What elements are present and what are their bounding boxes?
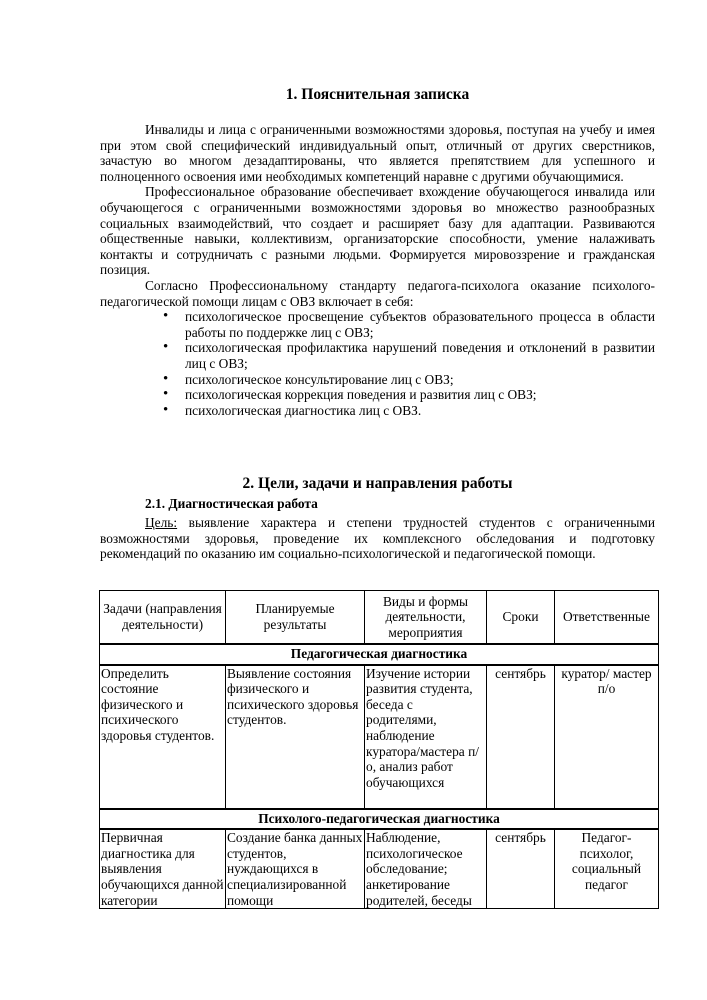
section-1-title: 1. Пояснительная записка (285, 86, 470, 103)
table-cell: сентябрь (487, 829, 555, 909)
paragraph: Согласно Профессиональному стандарту педагога-психолога оказание психолого-педагогической помощи лицам с ОВЗ включает в себя: (100, 277, 655, 309)
table-cell: Создание банка данных студентов, нуждающихся в специализированной помощи (226, 829, 365, 909)
goal-paragraph (100, 515, 655, 562)
column-header: Виды и формы деятельности, мероприятия (365, 591, 487, 645)
table-cell: Педагог-психолог, социальный педагог (555, 829, 659, 909)
list-item: • психологическое консультирование лиц с ОВЗ; (185, 372, 655, 388)
table-cell: Выявление состояния физического и психического здоровья студентов. (226, 665, 365, 809)
table-section-row (100, 809, 659, 830)
section-heading: Педагогическая диагностика (100, 644, 659, 665)
table-cell: сентябрь (487, 665, 555, 809)
column-header: Планируемые результаты (226, 591, 365, 645)
table-cell: Определить состояние физического и психического здоровья студентов. (100, 665, 226, 809)
table-cell: Первичная диагностика для выявления обучающихся данной категории (101, 830, 224, 908)
goal-label: Цель: (145, 515, 178, 530)
list-item: • психологическое просвещение субъектов образовательного процесса в области работы по поддержке лиц с ОВЗ; (185, 309, 655, 340)
section-2-title: 2. Цели, задачи и направления работы (242, 475, 513, 492)
column-header: Ответственные (555, 591, 659, 645)
section-1-body (100, 122, 655, 418)
table-row (100, 829, 659, 909)
subsection-title: 2.1. Диагностическая работа (145, 496, 318, 511)
list-item: • психологическая коррекция поведения и развития лиц с ОВЗ; (185, 387, 655, 403)
paragraph: Профессиональное образование обеспечивает вхождение обучающегося инвалида или обучающегося с ограниченными возможностями здоровья во множество разнообразных социальных взаимодействий, что создает и расширяет базу для адаптации. Развиваются общественные навыки, коллективизм, организаторские способности, умение налаживать контакты и сотрудничать с разными людьми. Формируется мировоззрение и гражданская позиция. (100, 184, 655, 278)
list-item: • психологическая профилактика нарушений поведения и отклонений в развитии лиц с ОВЗ; (185, 340, 655, 371)
table-cell: Изучение истории развития студента, беседа с родителями, наблюдение куратора/мастера п/о, анализ работ обучающихся (365, 665, 487, 809)
goal-text: выявление характера и степени трудностей студентов с ограниченными возможностями здоровья, проведение их комплексного обследования и подготовку рекомендаций по оказанию им социально-психологической и педагогической помощи. (100, 515, 655, 562)
table-cell: Наблюдение, психологическое обследование; анкетирование родителей, беседы (365, 829, 487, 909)
column-header: Сроки (487, 591, 555, 645)
table-header-row (100, 591, 659, 645)
work-plan-table (99, 590, 659, 909)
table-cell: куратор/ мастер п/о (555, 665, 659, 809)
table-section-row (100, 644, 659, 665)
bullet-list (100, 309, 655, 418)
table-row (100, 665, 659, 809)
column-header: Задачи (направления деятельности) (100, 591, 226, 645)
paragraph: Инвалиды и лица с ограниченными возможностями здоровья, поступая на учебу и имея при этом свой специфический индивидуальный опыт, отличный от других сверстников, зачастую во многом дезадаптированы, что является препятствием для успешного и полноценного освоения ими необходимых компетенций наравне с другими обучающимися. (100, 122, 655, 184)
list-item: • психологическая диагностика лиц с ОВЗ. (185, 403, 655, 419)
section-heading: Психолого-педагогическая диагностика (100, 809, 659, 830)
